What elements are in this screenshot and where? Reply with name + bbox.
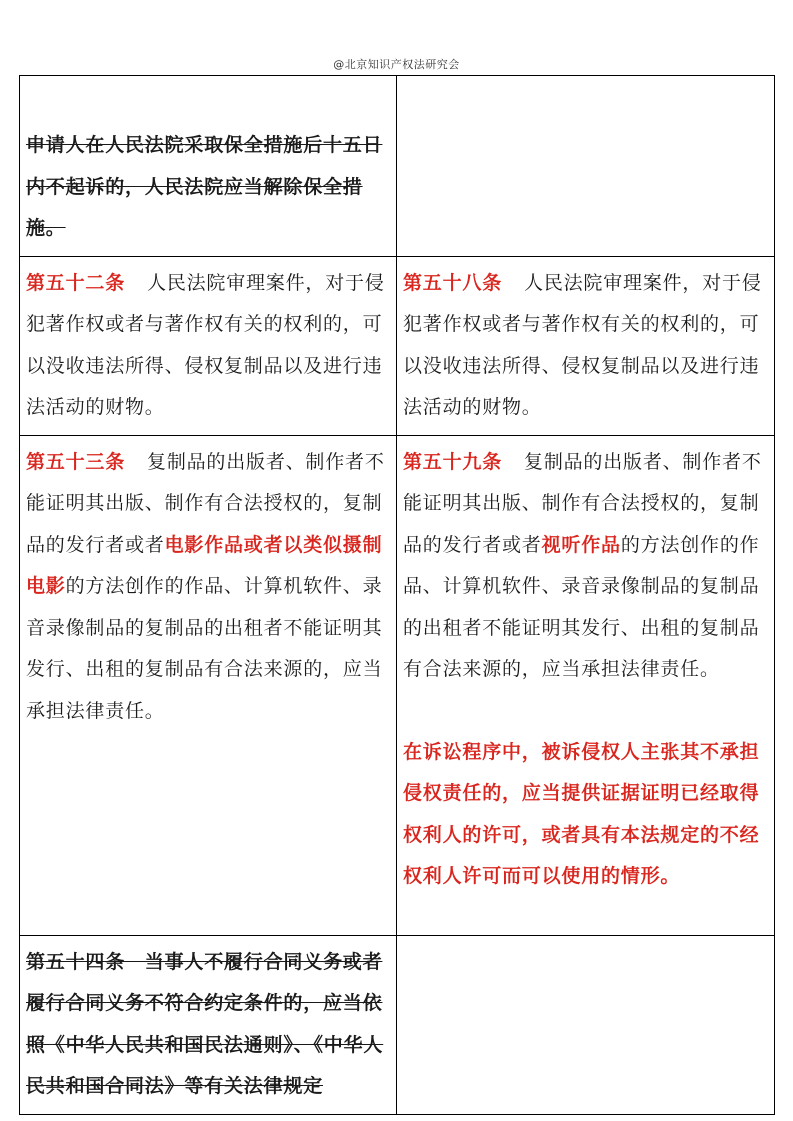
watermark: @北京知识产权法研究会 xyxy=(333,58,460,71)
left-cell xyxy=(20,76,397,257)
right-cell xyxy=(397,256,775,435)
comparison-table xyxy=(19,75,775,1115)
article-number: 第五十二条 xyxy=(26,271,126,294)
article-text: 复制品的出版者、制作者不能证明其出版、制作有合法授权的，复制品的发行者或者 xyxy=(26,450,385,556)
changed-text: 电影作品或者以类似摄制电影 xyxy=(26,533,383,597)
deleted-text: 申请人在人民法院采取保全措施后十五日内不起诉的，人民法院应当解除保全措施。 xyxy=(26,134,383,239)
article-number: 第五十三条 xyxy=(26,450,126,473)
deleted-text: 第五十四条 当事人不履行合同义务或者履行合同义务不符合约定条件的，应当依照《中华人民共和国民法通则》、《中华人民共和国合同法》等有关法律规定 xyxy=(26,950,384,1097)
right-cell-empty xyxy=(397,935,775,1114)
right-cell xyxy=(397,435,775,935)
table-row xyxy=(20,435,775,935)
right-cell-empty xyxy=(397,76,775,257)
left-cell xyxy=(20,256,397,435)
article-number: 第五十八条 xyxy=(403,271,503,294)
article-text: 的方法创作的作品、计算机软件、录音录像制品的复制品的出租者不能证明其发行、出租的复制品有合法来源的，应当承担法律责任。 xyxy=(403,533,760,680)
table-row xyxy=(20,256,775,435)
article-text: 人民法院审理案件，对于侵犯著作权或者与著作权有关的权利的，可以没收违法所得、侵权复制品以及进行违法活动的财物。 xyxy=(26,271,385,418)
left-cell xyxy=(20,935,397,1114)
left-cell xyxy=(20,435,397,935)
changed-text: 视听作品 xyxy=(541,533,621,556)
article-text: 人民法院审理案件，对于侵犯著作权或者与著作权有关的权利的，可以没收违法所得、侵权复制品以及进行违法活动的财物。 xyxy=(403,271,762,418)
article-text: 复制品的出版者、制作者不能证明其出版、制作有合法授权的，复制品的发行者或者 xyxy=(403,450,762,556)
article-number: 第五十九条 xyxy=(403,450,503,473)
added-paragraph: 在诉讼程序中，被诉侵权人主张其不承担侵权责任的，应当提供证据证明已经取得权利人的许可，或者具有本法规定的不经权利人许可而可以使用的情形。 xyxy=(403,740,760,887)
table-row xyxy=(20,76,775,257)
table-row xyxy=(20,935,775,1114)
paragraph-gap xyxy=(403,691,768,732)
article-text: 的方法创作的作品、计算机软件、录音录像制品的复制品的出租者不能证明其发行、出租的复制品有合法来源的，应当承担法律责任。 xyxy=(26,575,383,722)
